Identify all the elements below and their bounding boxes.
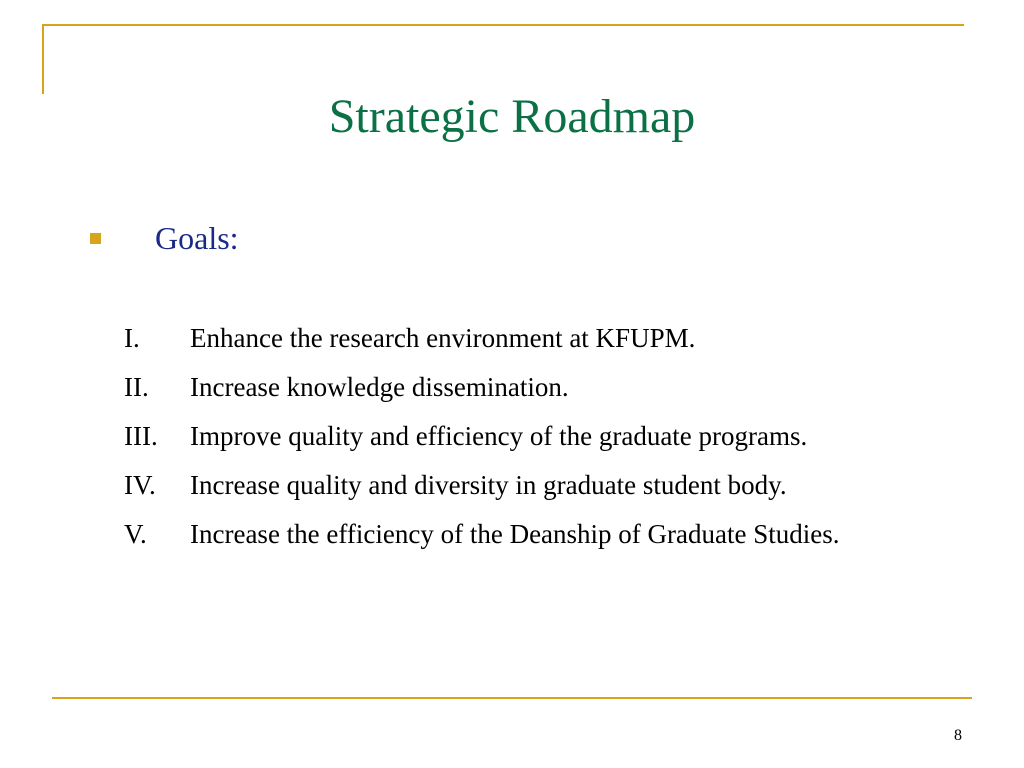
goal-numeral: III.: [124, 421, 158, 451]
footer-divider-line: [52, 697, 972, 699]
goal-item: [124, 418, 984, 455]
slide-title: Strategic Roadmap: [328, 90, 696, 143]
goal-text: Improve quality and efficiency of the graduate programs.: [190, 421, 808, 451]
goal-text: Enhance the research environment at KFUPM.: [190, 323, 696, 353]
square-bullet-icon: [90, 233, 101, 244]
goal-item: [124, 320, 984, 357]
goal-item: [124, 369, 984, 406]
goal-text: Increase the efficiency of the Deanship of Graduate Studies.: [190, 519, 840, 549]
goal-list: [124, 320, 984, 565]
goal-numeral: IV.: [124, 470, 156, 500]
goal-numeral: V.: [124, 519, 147, 549]
goal-numeral: II.: [124, 372, 149, 402]
frame-top-line: [42, 24, 964, 26]
page-number: 8: [954, 727, 962, 744]
goals-label: Goals:: [155, 220, 239, 256]
goal-text: Increase knowledge dissemination.: [190, 372, 569, 402]
goal-numeral: I.: [124, 323, 140, 353]
goal-item: [124, 516, 984, 553]
goal-item: [124, 467, 984, 504]
goal-text: Increase quality and diversity in graduate student body.: [190, 470, 787, 500]
